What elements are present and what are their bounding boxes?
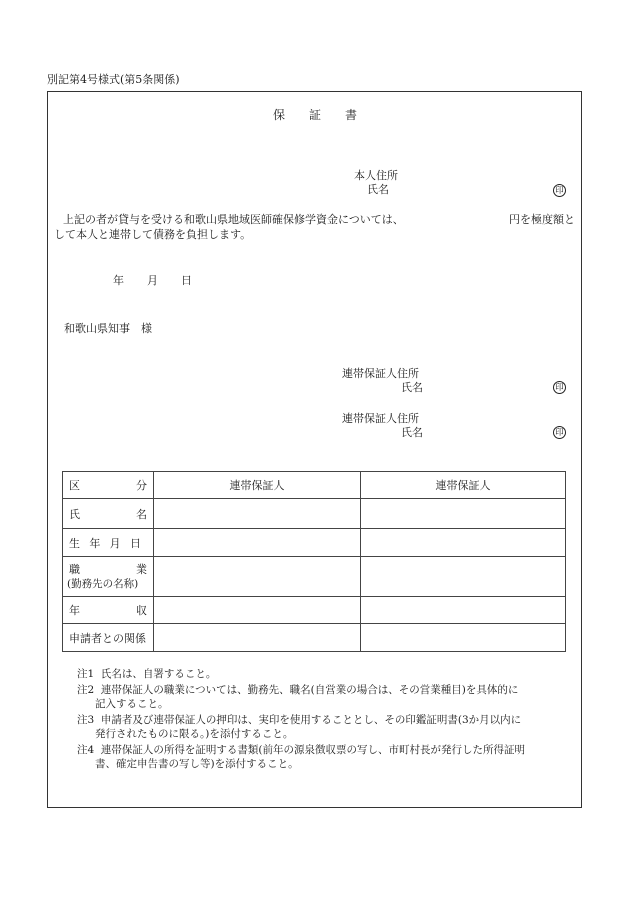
date-year-label: 年 [113, 274, 124, 287]
note-3-continuation: 発行されたものに限る。)を添付すること。 [95, 728, 294, 740]
label-char: 年 [89, 536, 101, 550]
addressee: 和歌山県知事 様 [64, 322, 152, 335]
note-text: 氏名は、自署すること。 [100, 668, 217, 680]
statement-line1: 上記の者が貸与を受ける和歌山県地域医師確保修学資金については、 [63, 213, 404, 226]
table-row-job [63, 557, 566, 597]
birth-field-2[interactable] [361, 529, 566, 557]
note-4-continuation: 書、確定申告書の写し等)を添付すること。 [95, 758, 299, 770]
applicant-seal-icon: 印 [553, 184, 566, 197]
label-char: 職 [69, 562, 80, 576]
statement-line1-end: 円を極度額と [509, 213, 575, 226]
table-row-income [63, 597, 566, 624]
row-label-relation: 申請者との関係 [63, 624, 154, 652]
birth-field-1[interactable] [154, 529, 361, 557]
label-char: 名 [136, 507, 147, 521]
row-label-birth [63, 529, 154, 557]
income-field-1[interactable] [154, 597, 361, 624]
job-sub-label: (勤務先の名称) [67, 577, 139, 590]
note-number: 注2 [77, 684, 95, 696]
note-1 [77, 667, 216, 681]
table-row-relation [63, 624, 566, 652]
guarantor1-address-label: 連帯保証人住所 [342, 367, 419, 380]
header-guarantor1: 連帯保証人 [154, 472, 361, 499]
label-char: 氏 [69, 507, 80, 521]
note-4 [77, 743, 525, 757]
guarantor2-name-label: 氏名 [401, 426, 423, 439]
label-char: 月 [109, 536, 121, 550]
row-label-job [63, 557, 154, 597]
relation-field-1[interactable] [154, 624, 361, 652]
label-char: 業 [136, 562, 147, 576]
label-char: 年 [69, 604, 80, 617]
header-category-cell [63, 472, 154, 499]
note-text: 連帯保証人の所得を証明する書類(前年の源泉徴収票の写し、市町村長が発行した所得証明 [100, 744, 525, 756]
note-2 [77, 683, 518, 697]
guarantor1-seal-icon: 印 [553, 381, 566, 394]
applicant-name-label: 氏名 [367, 183, 389, 196]
note-number: 注3 [77, 714, 95, 726]
name-field-1[interactable] [154, 499, 361, 529]
name-field-2[interactable] [361, 499, 566, 529]
table-row-name [63, 499, 566, 529]
date-day-label: 日 [181, 274, 192, 287]
header-char: 区 [69, 479, 80, 492]
note-text: 申請者及び連帯保証人の押印は、実印を使用することとし、その印鑑証明書(3か月以内に [100, 714, 522, 726]
label-char: 生 [69, 536, 80, 550]
guarantor1-name-label: 氏名 [401, 381, 423, 394]
relation-field-2[interactable] [361, 624, 566, 652]
header-char: 分 [136, 479, 147, 492]
income-field-2[interactable] [361, 597, 566, 624]
header-guarantor2: 連帯保証人 [361, 472, 566, 499]
table-row-birth [63, 529, 566, 557]
label-char: 収 [136, 604, 147, 617]
row-label-name [63, 499, 154, 529]
job-field-1[interactable] [154, 557, 361, 597]
form-label: 別記第4号様式(第5条関係) [47, 73, 180, 86]
statement-line2: して本人と連帯して債務を負担します。 [54, 228, 252, 241]
note-number: 注4 [77, 744, 95, 756]
guarantor-table [62, 471, 566, 652]
note-3 [77, 713, 521, 727]
guarantor2-seal-icon: 印 [553, 426, 566, 439]
date-month-label: 月 [147, 274, 158, 287]
row-label-income [63, 597, 154, 624]
note-number: 注1 [77, 668, 95, 680]
guarantor2-address-label: 連帯保証人住所 [342, 412, 419, 425]
applicant-address-label: 本人住所 [354, 169, 398, 182]
page-title: 保 証 書 [272, 108, 357, 122]
label-char: 日 [129, 536, 141, 550]
table-header-row [63, 472, 566, 499]
note-text: 連帯保証人の職業については、勤務先、職名(自営業の場合は、その営業種目)を具体的に [100, 684, 519, 696]
job-field-2[interactable] [361, 557, 566, 597]
note-2-continuation: 記入すること。 [95, 698, 169, 710]
